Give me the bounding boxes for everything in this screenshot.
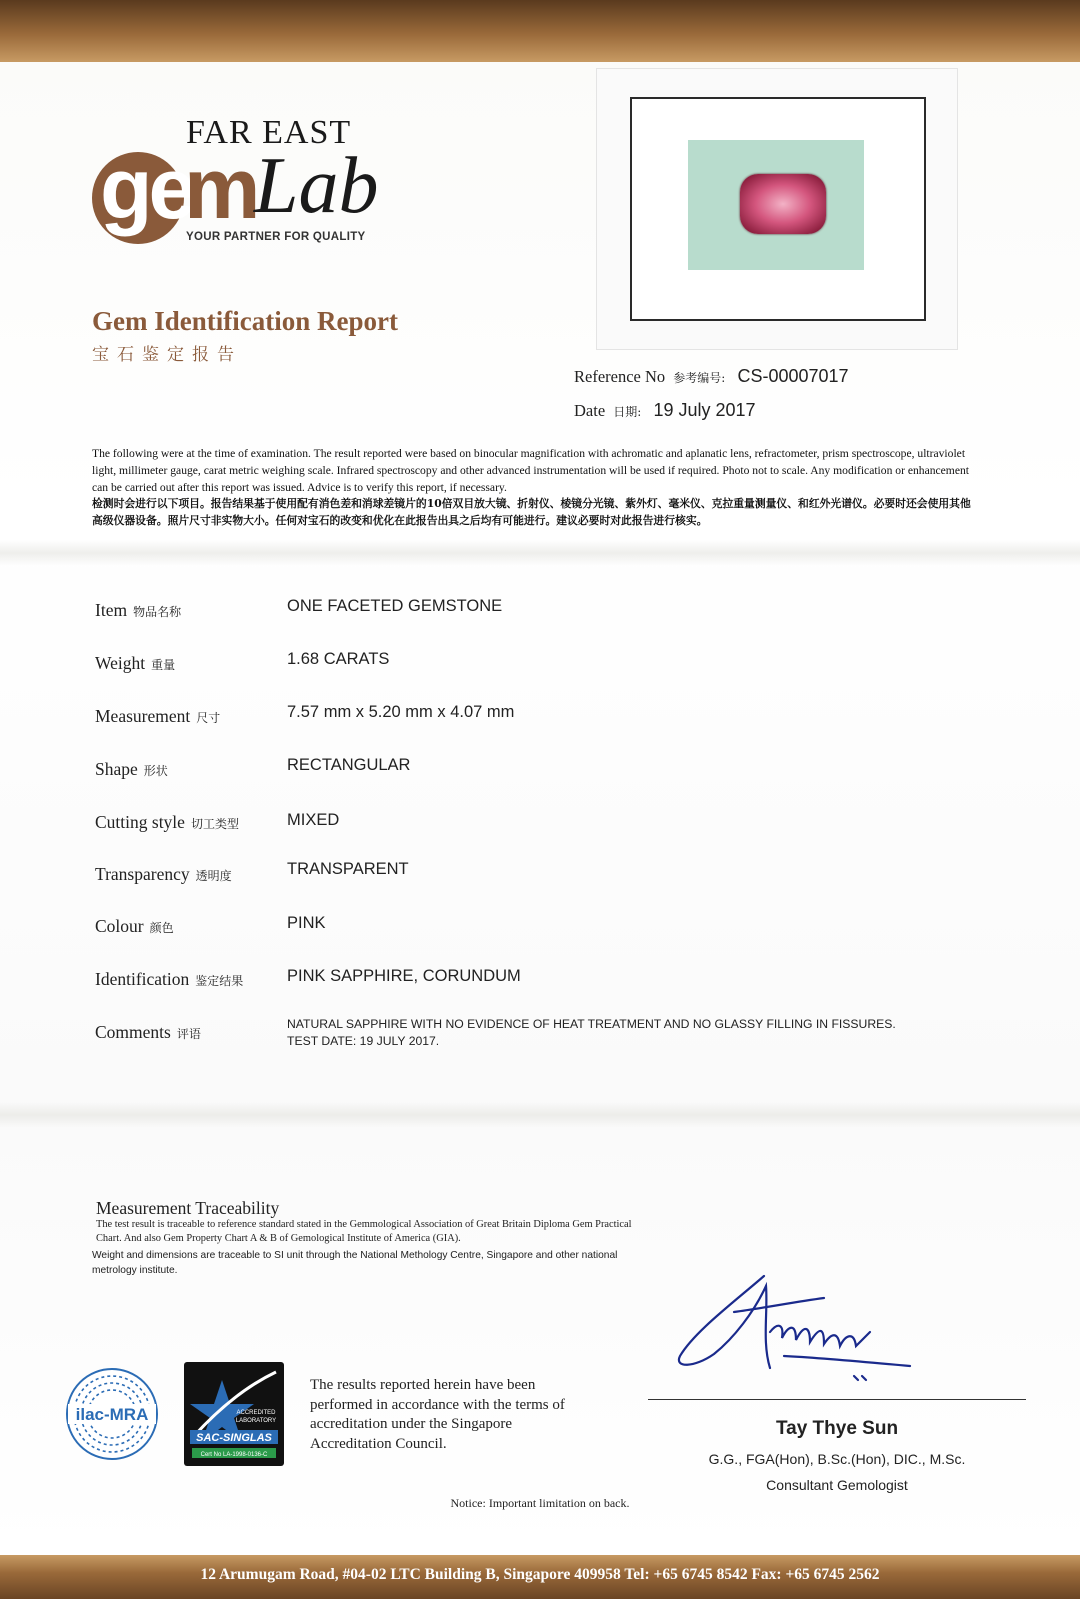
- disclaimer-cn: 检测时会进行以下项目。报告结果基于使用配有消色差和消球差镜片的10倍双目放大镜、折射仪、棱镜分光镜、紫外灯、毫米仪、克拉重量测量仪、和红外光谱仪。必要时还会使用其他高级仪器设备。照片尺寸非实物大小。任何对宝石的改变和优化在此报告出具之后均有可能进行。建议必要时对此报告进行核实。: [92, 497, 971, 527]
- disclaimer-en: The following were at the time of examination. The result reported were based on binocular magnification with achromatic and aplanatic lens, refractometer, prism spectroscope, ultraviolet light, millimeter gauge, carat metric weighing scale. Infrared spectroscopy and other advanced instrumentation will be used if required. Photo not to scale. Any modification or enhancement can be carried out after this report was issued. Advice is to verify this report, if necessary.: [92, 447, 969, 494]
- traceability-title: Measurement Traceability: [96, 1198, 280, 1218]
- svg-text:LABORATORY: LABORATORY: [235, 1418, 277, 1424]
- accreditation-statement: The results reported herein have been performed in accordance with the terms of accreditation under the Singapore Accreditation Council.: [310, 1377, 565, 1452]
- report-title-cn: 宝石鉴定报告: [92, 345, 242, 365]
- field-value-measurement: 7.57 mm x 5.20 mm x 4.07 mm: [287, 703, 515, 721]
- comment-line-2: TEST DATE: 19 JULY 2017.: [287, 1033, 440, 1048]
- report-title: Gem Identification Report: [92, 306, 398, 336]
- logo-far-east: FAR EAST: [186, 114, 352, 151]
- field-label-shape: Shape 形状: [95, 759, 168, 779]
- sac-singlas-logo: [184, 1362, 284, 1466]
- reference-row: [574, 366, 849, 387]
- field-label-cutting-style: Cutting style 切工类型: [95, 812, 239, 832]
- signer-title: Consultant Gemologist: [766, 1477, 908, 1493]
- date-label-cn: 日期:: [613, 405, 642, 419]
- sac-star-icon: [184, 1362, 284, 1466]
- logo-tagline: YOUR PARTNER FOR QUALITY: [186, 231, 366, 243]
- field-value-shape: RECTANGULAR: [287, 756, 411, 774]
- field-value-colour: PINK: [287, 914, 326, 932]
- svg-text:Cert No LA-1998-0136-C: Cert No LA-1998-0136-C: [200, 1452, 268, 1458]
- field-value-comments: [287, 1016, 896, 1049]
- logo-lab: Lab: [254, 142, 379, 230]
- traceability-text-1: The test result is traceable to reference standard stated in the Gemmological Association of Great Britain Diploma Gem Practical Chart. And also Gem Property Chart A & B of Gemological Institute of America (GIA).: [96, 1219, 632, 1244]
- top-border-band: [0, 0, 1080, 62]
- limitation-notice: Notice: Important limitation on back.: [450, 1496, 630, 1510]
- gemstone-image: [740, 174, 826, 234]
- ilac-mra-logo: [64, 1366, 160, 1462]
- field-label-item: Item 物品名称: [95, 600, 182, 620]
- reference-label: Reference No: [574, 367, 666, 386]
- report-date: 19 July 2017: [653, 400, 756, 420]
- field-value-weight: 1.68 CARATS: [287, 650, 390, 668]
- signer-qualifications: G.G., FGA(Hon), B.Sc.(Hon), DIC., M.Sc.: [708, 1451, 966, 1467]
- reference-number: CS-00007017: [737, 366, 849, 386]
- logo-gem-tail: m: [184, 141, 257, 237]
- field-label-comments: Comments 评语: [95, 1022, 201, 1042]
- svg-text:ACCREDITED: ACCREDITED: [236, 1410, 276, 1416]
- paper-fold: [0, 1102, 1080, 1128]
- field-value-cutting-style: MIXED: [287, 811, 340, 829]
- field-value-identification: PINK SAPPHIRE, CORUNDUM: [287, 967, 521, 985]
- footer-address: 12 Arumugam Road, #04-02 LTC Building B, Singapore 409958 Tel: +65 6745 8542 Fax: +65 6745 2562: [200, 1566, 880, 1583]
- field-label-colour: Colour 颜色: [95, 916, 174, 936]
- svg-text:SAC-SINGLAS: SAC-SINGLAS: [196, 1432, 272, 1444]
- logo-gem: ge: [100, 141, 193, 237]
- handwritten-signature: [674, 1272, 924, 1390]
- date-row: [574, 400, 756, 421]
- field-label-identification: Identification 鉴定结果: [95, 969, 244, 989]
- signer-name: Tay Thye Sun: [775, 1418, 899, 1439]
- traceability-text-2: Weight and dimensions are traceable to SI unit through the National Methology Centre, Singapore and other national metrology institute.: [92, 1250, 618, 1276]
- date-label: Date: [574, 401, 606, 420]
- field-label-measurement: Measurement 尺寸: [95, 706, 221, 726]
- field-value-transparency: TRANSPARENT: [287, 860, 409, 878]
- signature-line: [648, 1399, 1026, 1400]
- field-value-item: ONE FACETED GEMSTONE: [287, 597, 503, 615]
- comment-line-1: NATURAL SAPPHIRE WITH NO EVIDENCE OF HEAT TREATMENT AND NO GLASSY FILLING IN FISSURES.: [287, 1017, 896, 1031]
- svg-text:ilac-MRA: ilac-MRA: [75, 1405, 149, 1424]
- field-label-weight: Weight 重量: [95, 653, 176, 673]
- field-label-transparency: Transparency 透明度: [95, 864, 232, 884]
- reference-label-cn: 参考编号:: [673, 371, 726, 385]
- paper-fold: [0, 540, 1080, 566]
